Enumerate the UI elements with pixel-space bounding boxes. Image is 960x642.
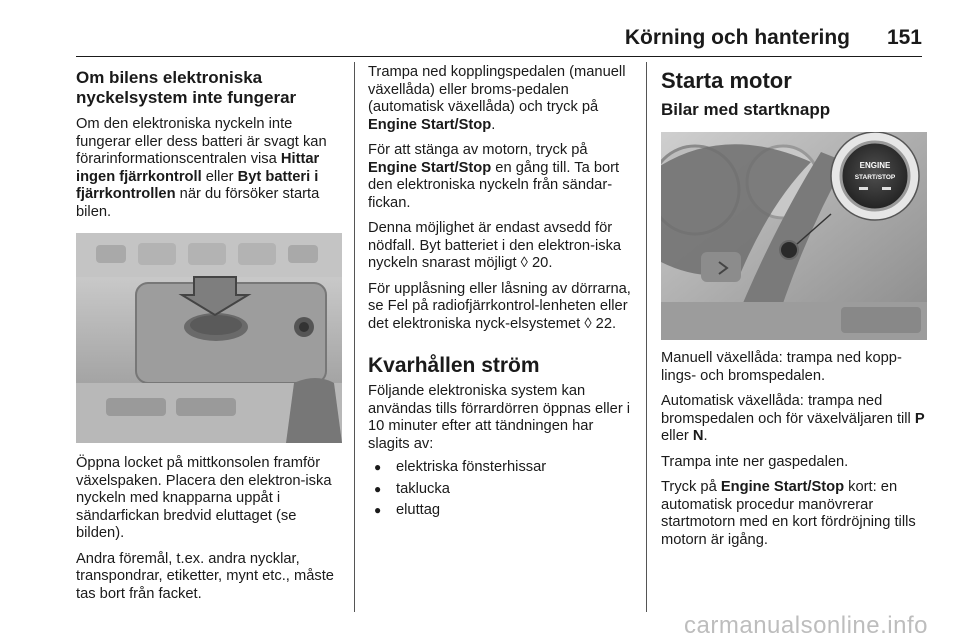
section-heading: Kvarhållen ström — [368, 354, 540, 377]
paragraph: För att stänga av motorn, tryck på Engine Start/Stop en gång till. Ta bort den elektroniska nyckeln från sändar-fickan. — [368, 142, 620, 211]
gear-position: P — [914, 410, 925, 427]
column-middle — [368, 64, 634, 520]
header-rule — [76, 56, 922, 57]
bullet-list — [368, 459, 634, 520]
column-left — [76, 62, 342, 603]
chapter-title: Körning och hantering — [624, 26, 850, 49]
list-item: ● eluttag — [368, 502, 634, 520]
list-item: ● elektriska fönsterhissar — [368, 459, 634, 477]
control-name: Engine Start/Stop — [720, 479, 845, 495]
paragraph: Trampa ned kopplingspedalen (manuell växellåda) eller broms-pedalen (automatisk växellåda) och tryck på Engine Start/Stop. — [368, 64, 626, 133]
paragraph: Följande elektroniska system kan användas tills förrardörren öppnas eller i 10 minuter efter att tändningen har slagits av: — [368, 383, 631, 452]
start-button-photo — [661, 132, 927, 340]
button-label: ENGINE — [859, 161, 891, 170]
control-name: Engine Start/Stop — [368, 116, 492, 133]
paragraph: För upplåsning eller låsning av dörrarna, se Fel på radiofjärrkontrol-lenheten eller det elektroniska nyck-elsystemet ◊ 22. — [368, 280, 631, 332]
section-heading: Starta motor — [661, 68, 792, 93]
page-number: 151 — [886, 26, 922, 49]
paragraph: Denna möjlighet är endast avsedd för nödfall. Byt batteriet i den elektron-iska nyckeln snarast möjligt ◊ 20. — [368, 220, 622, 271]
column-right — [661, 62, 927, 549]
column-divider — [354, 62, 355, 612]
display-message: Byt batteri i fjärrkontrollen — [76, 168, 319, 202]
sub-heading: Bilar med startknapp — [661, 100, 831, 119]
section-heading: Om bilens elektroniska nyckelsystem inte fungerar — [76, 68, 297, 107]
paragraph: Om den elektroniska nyckeln inte fungerar eller dess batteri är svagt kan förarinformationscentralen visa Hittar ingen fjärrkontroll eller Byt batteri i fjärrkontrollen när du försöker starta bilen. — [76, 116, 327, 220]
button-label: START/STOP — [854, 174, 896, 181]
paragraph: Manuell växellåda: trampa ned kopp-lings- och bromspedalen. — [661, 350, 902, 384]
display-message: Hittar ingen fjärrkontroll — [76, 151, 320, 185]
gear-position: N — [692, 428, 704, 444]
paragraph: Tryck på Engine Start/Stop kort: en automatisk procedur manövrerar startmotorn med en kort fördröjning tills motorn är igång. — [661, 479, 916, 548]
paragraph: Öppna locket på mittkonsolen framför växelspaken. Placera den elektron-iska nyckeln med knapparna uppåt i sändarfickan bredvid eluttaget (se bilden). — [76, 455, 332, 541]
paragraph: Andra föremål, t.ex. andra nycklar, transpondrar, etiketter, mynt etc., måste tas bort från facket. — [76, 550, 334, 602]
page-header — [0, 0, 960, 60]
control-name: Engine Start/Stop — [368, 159, 492, 176]
paragraph: Trampa inte ner gaspedalen. — [661, 453, 849, 470]
console-photo — [76, 233, 342, 443]
watermark: carmanualsonline.info — [684, 612, 928, 639]
list-item: ● taklucka — [368, 481, 634, 499]
paragraph: Automatisk växellåda: trampa ned bromspedalen och för växelväljaren till P eller N. — [661, 393, 925, 444]
column-divider — [646, 62, 647, 612]
